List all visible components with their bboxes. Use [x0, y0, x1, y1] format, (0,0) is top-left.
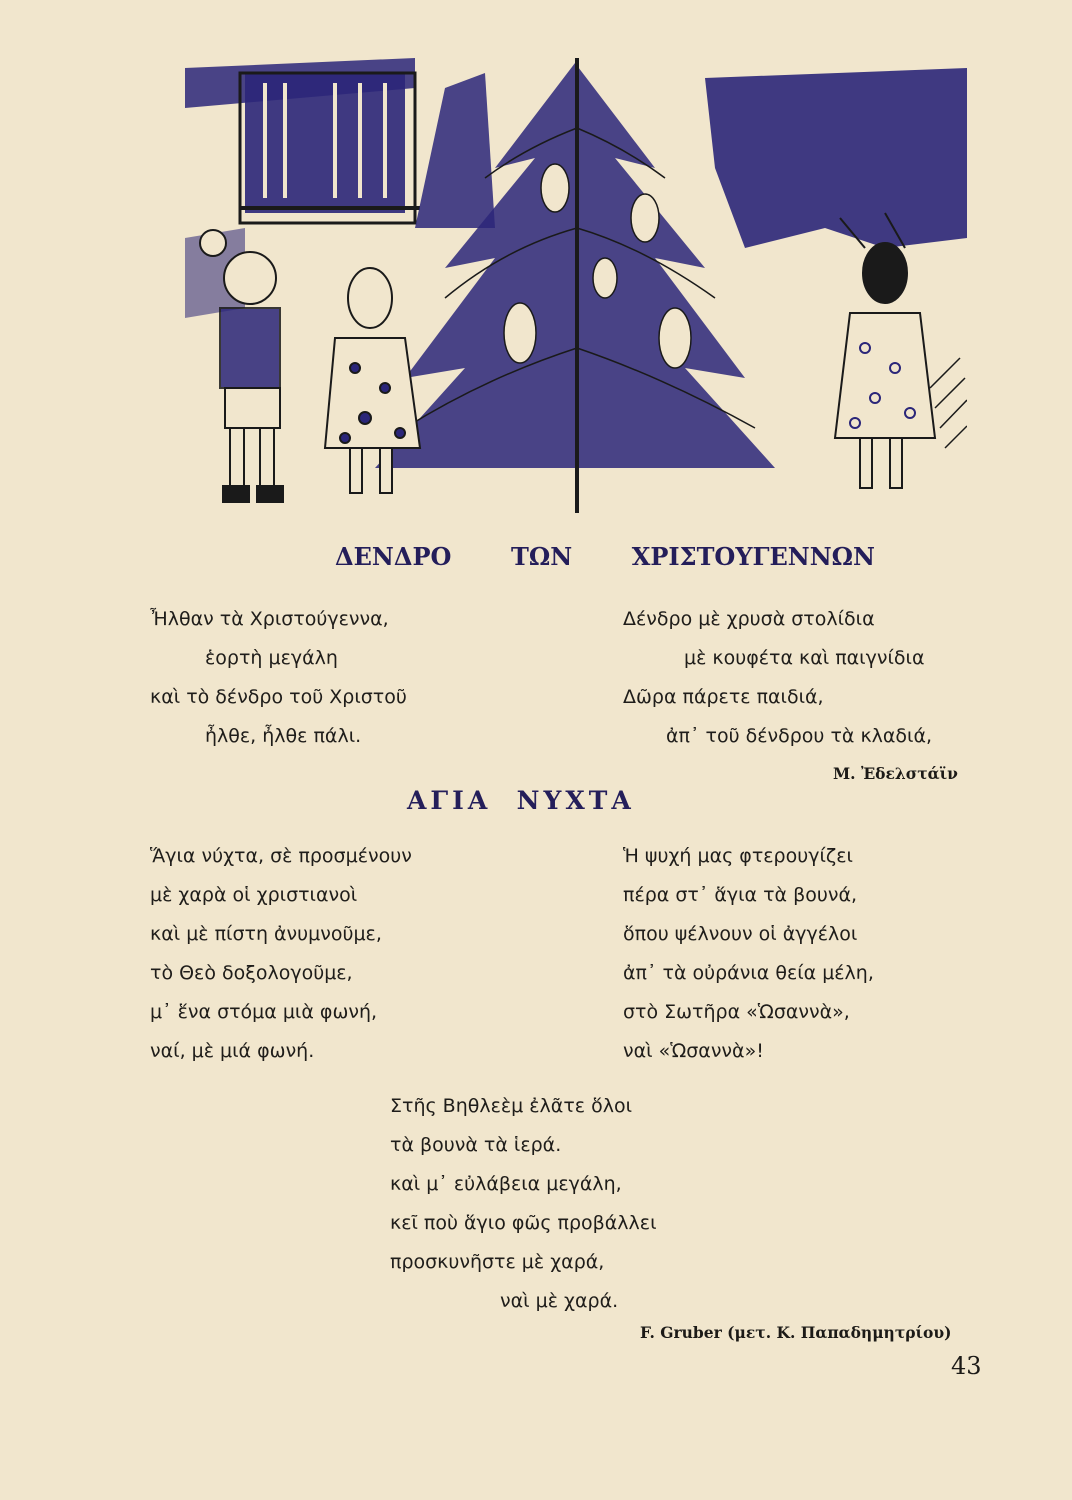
- verse-line: καὶ μ᾿ εὐλάβεια μεγάλη,: [390, 1173, 622, 1195]
- verse-line: ναὶ μὲ χαρά.: [500, 1290, 619, 1312]
- verse-line: προσκυνῆστε μὲ χαρά,: [390, 1251, 605, 1273]
- verse-line: Δένδρο μὲ χρυσὰ στολίδια: [623, 608, 875, 630]
- verse-line: κεῖ ποὺ ἅγιο φῶς προβάλλει: [390, 1212, 657, 1234]
- verse-line: ἀπ᾿ τοῦ δένδρου τὰ κλαδιά,: [666, 725, 933, 747]
- christmas-tree-illustration: [185, 48, 967, 518]
- verse-line: ὅπου ψέλνουν οἱ ἀγγέλοι: [623, 923, 858, 945]
- verse-line: Ἅγια νύχτα, σὲ προσμένουν: [150, 845, 412, 867]
- verse-line: στὸ Σωτῆρα «Ὡσαννὰ»,: [623, 1001, 850, 1023]
- verse-line: ἑορτὴ μεγάλη: [205, 647, 338, 669]
- page-number: 43: [951, 1352, 982, 1380]
- verse-line: Ἡ ψυχή μας φτερουγίζει: [623, 845, 853, 867]
- verse-line: καὶ τὸ δένδρο τοῦ Χριστοῦ: [150, 686, 407, 708]
- verse-line: μὲ κουφέτα καὶ παιγνίδια: [684, 647, 925, 669]
- title-word: ΔΕΝΔΡΟ: [335, 542, 452, 571]
- verse-line: ναί, μὲ μιά φωνή.: [150, 1040, 315, 1062]
- verse-line: πέρα στ᾿ ἅγια τὰ βουνά,: [623, 884, 858, 906]
- title-word: ΧΡΙΣΤΟΥΓΕΝΝΩΝ: [631, 542, 875, 571]
- verse-line: μὲ χαρὰ οἱ χριστιανοὶ: [150, 884, 358, 906]
- verse-line: ἦλθε, ἦλθε πάλι.: [205, 725, 362, 747]
- verse-line: τὰ βουνὰ τὰ ἱερά.: [390, 1134, 562, 1156]
- verse-line: Δῶρα πάρετε παιδιά,: [623, 686, 824, 708]
- poem-title: ΑΓΙΑ ΝΥΧΤΑ: [407, 786, 635, 815]
- verse-line: Ἦλθαν τὰ Χριστούγεννα,: [150, 608, 389, 630]
- title-word: ΤΩΝ: [510, 542, 573, 571]
- poem-title: [335, 542, 875, 571]
- verse-line: τὸ Θεὸ δοξολογοῦμε,: [150, 962, 353, 984]
- poem-author: F. Gruber (μετ. Κ. Παπαδημητρίου): [640, 1323, 952, 1342]
- verse-line: Στῆς Βηθλεὲμ ἐλᾶτε ὅλοι: [390, 1095, 632, 1117]
- verse-line: καὶ μὲ πίστη ἀνυμνοῦμε,: [150, 923, 382, 945]
- verse-line: ἀπ᾿ τὰ οὐράνια θεία μέλη,: [623, 962, 874, 984]
- verse-line: μ᾿ ἕνα στόμα μιὰ φωνή,: [150, 1001, 378, 1023]
- verse-line: ναὶ «Ὡσαννὰ»!: [623, 1040, 764, 1062]
- poem-author: Μ. Ἐδελστάϊν: [833, 764, 958, 783]
